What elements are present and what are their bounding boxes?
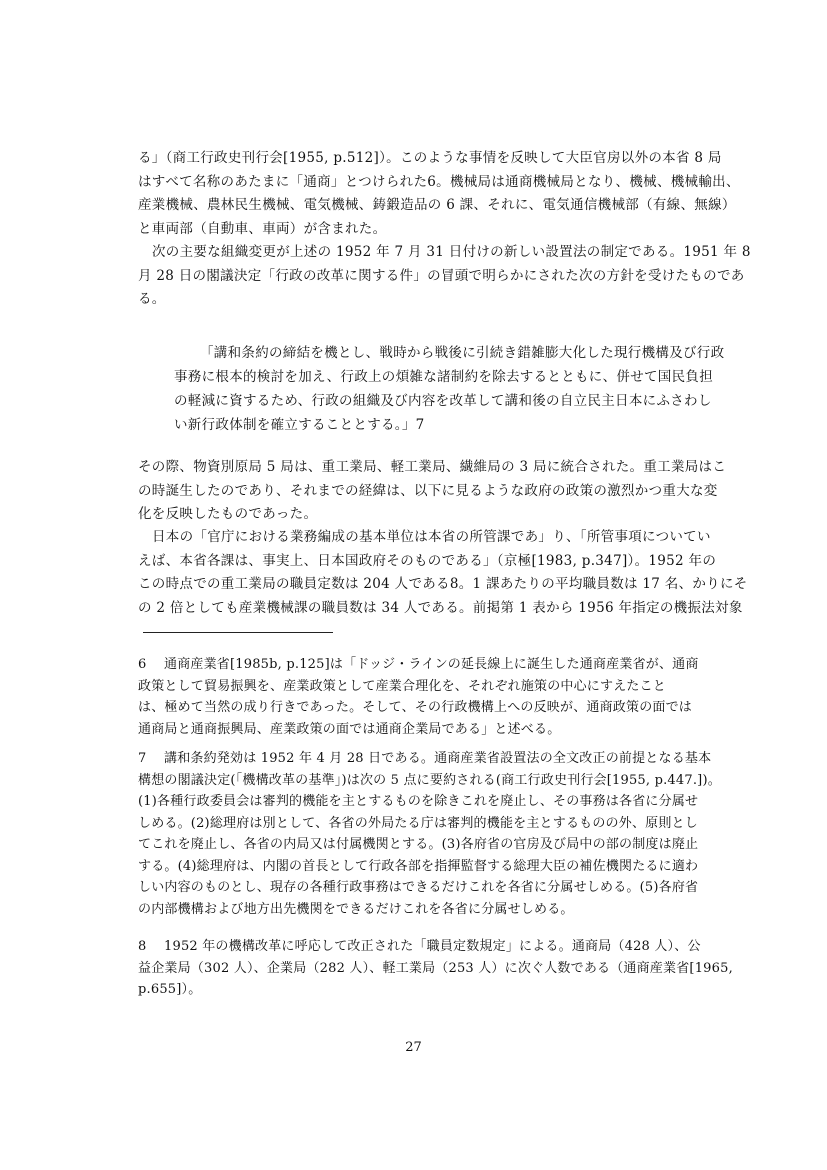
block-quote	[174, 341, 725, 437]
text-line: はすべて名称のあたまに「通商」とつけられた6。機械局は通商機械局となり、機械、機械輸出、	[138, 173, 740, 190]
text-line: その際、物資別原局 5 局は、重工業局、軽工業局、繊維局の 3 局に統合された。重工業局はこ	[138, 459, 727, 475]
text-line: る」（商工行政史刊行会[1955, p.512]）。このような事情を反映して大臣官房以外の本省 8 局	[138, 150, 722, 166]
text-line: する。(4)総理府は、内閣の首長として行政各部を指揮監督する総理大臣の補佐機関たるに適わ	[138, 858, 699, 874]
text-line: この時点での重工業局の職員定数は 204 人である8。1 課あたりの平均職員数は 17 名、かりにそ	[138, 576, 748, 592]
text-line: の軽減に資するため、行政の組織及び内容を改革して講和後の自立民主日本にふさわし	[174, 393, 712, 409]
text-line: 化を反映したものであった。	[138, 506, 318, 522]
text-line: てこれを廃止し、各省の内局又は付属機関とする。(3)各府省の官房及び局中の部の制度は廃止	[138, 837, 699, 852]
text-line: (1)各種行政委員会は審判的機能を主とするものを除きこれを廃止し、その事務は各省に分属せ	[138, 794, 699, 809]
text-line: 産業機械、農林民生機械、電気機械、鋳鍛造品の 6 課、それに、電気通信機械部（有線、無線）	[138, 197, 736, 213]
text-line: 「講和条約の締結を機とし、戦時から戦後に引続き錯雑膨大化した現行機構及び行政	[200, 345, 725, 361]
footnote-6	[138, 654, 698, 740]
text-line: 政策として貿易振興を、産業政策として産業合理化を、それぞれ施策の中心にすえたこと	[138, 678, 667, 694]
page-number: 27	[405, 1040, 422, 1055]
footnote-number: 8	[138, 939, 147, 954]
text-line: えば、本省各課は、事実上、日本国政府そのものである」（京極[1983, p.347]）。1952 年の	[138, 552, 717, 569]
text-line: p.655]）。	[138, 982, 202, 997]
text-line: 構想の閣議決定(「機構改革の基準」)は次の 5 点に要約される(商工行政史刊行会[1955, p.447.])。	[138, 772, 721, 788]
text-line: る。	[138, 291, 166, 307]
footnote-number: 6	[138, 657, 147, 672]
text-line: 通商局と通商振興局、産業政策の面では通商企業局である」と述べる。	[138, 721, 561, 737]
paragraph-2	[138, 241, 751, 312]
paragraph-3	[138, 456, 727, 527]
text-line: 事務に根本的検討を加え、行政上の煩雑な諸制約を除去するとともに、併せて国民負担	[174, 369, 714, 385]
footnote-7	[138, 748, 721, 920]
text-line: の内部機構および地方出先機関をできるだけこれを各省に分属せしめる。	[138, 901, 574, 917]
text-line: 月 28 日の閣議決定「行政の改革に関する件」の冒頭で明らかにされた次の方針を受けたものであ	[138, 267, 745, 284]
text-line: 講和条約発効は 1952 年 4 月 28 日である。通商産業省設置法の全文改正の前提となる基本	[164, 751, 712, 766]
footnote-8	[138, 936, 733, 1001]
text-line: の時誕生したのであり、それまでの経緯は、以下に見るような政府の政策の激烈かつ重大な変	[138, 482, 718, 499]
paragraph-4	[138, 526, 748, 620]
text-line: の 2 倍としても産業機械課の職員数は 34 人である。前掲第 1 表から 1956 年指定の機振法対象	[138, 599, 743, 616]
text-line: 1952 年の機構改革に呼応して改正された「職員定数規定」による。通商局（428 人）、公	[164, 939, 701, 954]
text-line: しめる。(2)総理府は別として、各省の外局たる庁は審判的機能を主とするものの外、原則とし	[138, 815, 698, 831]
text-line: 通商産業省[1985b, p.125]は「ドッジ・ラインの延長線上に誕生した通商産業省が、通商	[164, 657, 699, 672]
text-line: 日本の「官庁における業務編成の基本単位は本省の所管課であ」り、「所管事項についてい	[152, 529, 711, 545]
footnote-separator	[143, 632, 333, 633]
text-line: 益企業局（302 人）、企業局（282 人）、軽工業局（253 人）に次ぐ人数である（通商産業省[1965,	[138, 960, 733, 976]
text-line: しい内容のものとし、現存の各種行政事務はできるだけこれを各省に分属せしめる。(5)各府省	[138, 880, 699, 895]
footnote-number: 7	[138, 751, 147, 766]
text-line: 次の主要な組織変更が上述の 1952 年 7 月 31 日付けの新しい設置法の制定である。1951 年 8	[152, 244, 751, 260]
paragraph-1	[138, 147, 740, 241]
text-line: と車両部（自動車、車両）が含まれた。	[138, 220, 387, 237]
text-line: い新行政体制を確立することとする。」7	[174, 417, 425, 433]
text-line: は、極めて当然の成り行きであった。そして、その行政機構上への反映が、通商政策の面では	[138, 700, 693, 715]
